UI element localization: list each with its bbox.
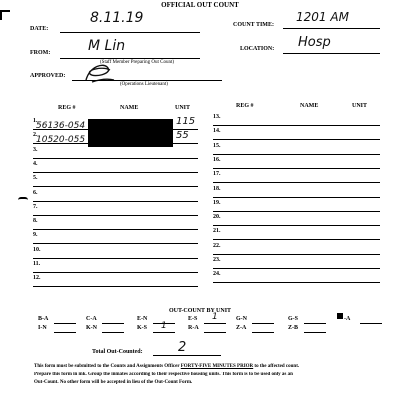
outcount-unit-value: 1 [161,321,167,331]
left-unit-header: UNIT [175,105,191,111]
right-row-line [213,197,380,198]
right-row-number: 18. [213,186,221,192]
left-row-number: 9. [33,232,38,238]
left-row-number: 8. [33,218,38,224]
left-row-line [33,272,198,273]
count-time-line [283,28,380,29]
footer-line-1-a: This form must be submitted to the Counts and Assignments Officer [34,364,181,369]
outcount-unit-line [252,332,274,333]
right-row-number: 14. [213,128,221,134]
left-row-number: 5. [33,175,38,181]
outcount-unit-label: -A [344,316,351,322]
outcount-unit-label: B-A [38,316,49,322]
outcount-unit-label: K-S [137,325,148,331]
right-row-number: 23. [213,257,221,263]
outcount-unit-line [153,332,175,333]
left-row-line [33,186,198,187]
scan-mark-top [0,10,10,20]
outcount-title: OUT-COUNT BY UNIT [168,308,232,314]
total-value: 2 [178,340,187,355]
outcount-unit-label: E-N [137,316,148,322]
left-row-line [33,201,198,202]
right-row-number: 20. [213,214,221,220]
right-row-number: 21. [213,228,221,234]
right-row-line [213,182,380,183]
left-row-line [33,286,198,287]
right-row-line [213,254,380,255]
right-name-header: NAME [300,103,319,109]
date-line [60,32,200,33]
left-row-number: 3. [33,147,38,153]
left-row-number: 12. [33,275,41,281]
staff-caption: (Staff Member Preparing Out Count) [100,60,175,65]
right-reg-header: REG # [236,103,254,109]
right-row-number: 13. [213,114,221,120]
outcount-unit-label: R-A [188,325,199,331]
location-line [283,53,380,54]
footer-deadline: FORTY-FIVE MINUTES PRIOR [180,364,254,369]
left-row-line [33,143,198,144]
count-time-value: 1201 AM [296,10,349,24]
outcount-unit-line [360,323,382,324]
outcount-unit-value: 1 [212,312,218,322]
outcount-unit-line [252,323,274,324]
outcount-unit-label: K-N [86,325,97,331]
from-label: FROM: [30,50,51,56]
left-row-line [33,158,198,159]
left-row-line [33,215,198,216]
location-label: LOCATION: [240,46,275,52]
outcount-unit-label: G-N [236,316,247,322]
outcount-unit-line [204,332,226,333]
ops-caption: (Operations Lieutenant) [120,82,168,87]
left-row-unit: 115 [176,116,196,127]
approved-line [72,80,222,81]
footer-line-2: Prepare this form in ink. Group the inmates according to their respective housing units. This form is to be used only as an [34,372,293,377]
left-row-number: 10. [33,247,41,253]
from-value: M Lin [88,38,126,54]
left-row-number: 4. [33,161,38,167]
date-value: 8.11.19 [90,10,144,26]
outcount-unit-line [102,332,124,333]
from-line [60,58,200,59]
left-reg-header: REG # [58,105,76,111]
outcount-unit-label: Z-A [236,325,247,331]
left-row-reg: 10520-055 [36,135,86,145]
right-row-number: 16. [213,157,221,163]
date-label: DATE: [30,26,49,32]
outcount-unit-line [304,323,326,324]
outcount-unit-line [54,323,76,324]
approval-signature [80,60,120,86]
left-row-line [33,172,198,173]
left-row-number: 1. [33,118,38,124]
right-row-line [213,139,380,140]
footer-line-1 [34,364,386,369]
total-label: Total Out-Counted: [92,349,143,355]
right-row-line [213,125,380,126]
outcount-unit-line [304,332,326,333]
right-row-number: 19. [213,200,221,206]
location-value: Hosp [298,35,331,50]
left-row-line [33,129,198,130]
outcount-unit-label: G-S [288,316,299,322]
approved-label: APPROVED: [30,73,66,79]
outcount-unit-line [204,323,226,324]
left-name-header: NAME [120,105,139,111]
right-row-line [213,268,380,269]
left-row-number: 7. [33,204,38,210]
right-row-line [213,154,380,155]
right-row-line [213,282,380,283]
total-line [153,355,221,356]
outcount-unit-label: E-S [188,316,198,322]
outcount-unit-label: C-A [86,316,97,322]
right-row-number: 22. [213,243,221,249]
left-row-unit: 55 [176,130,189,141]
right-row-line [213,225,380,226]
outcount-unit-label: Z-B [288,325,299,331]
outcount-unit-line [54,332,76,333]
left-row-line [33,258,198,259]
outcount-unit-line [102,323,124,324]
left-row-line [33,243,198,244]
footer-line-3: Out-Count. No other form will be accepted in lieu of the Out-Count Form. [34,380,193,385]
right-row-line [213,211,380,212]
redacted-unit [337,313,343,319]
count-time-label: COUNT TIME: [233,22,274,28]
left-row-reg: 56136-054 [36,121,86,131]
form-title: OFFICIAL OUT COUNT [161,1,239,9]
right-row-line [213,239,380,240]
left-row-line [33,229,198,230]
right-row-line [213,168,380,169]
right-row-number: 24. [213,271,221,277]
scan-mark-hole [18,197,28,203]
left-row-number: 2. [33,132,38,138]
right-row-number: 15. [213,143,221,149]
right-row-number: 17. [213,171,221,177]
outcount-unit-label: I-N [38,325,47,331]
right-unit-header: UNIT [352,103,368,109]
left-row-number: 11. [33,261,41,267]
footer-line-1-c: to the affected count. [253,364,300,369]
left-row-number: 6. [33,190,38,196]
